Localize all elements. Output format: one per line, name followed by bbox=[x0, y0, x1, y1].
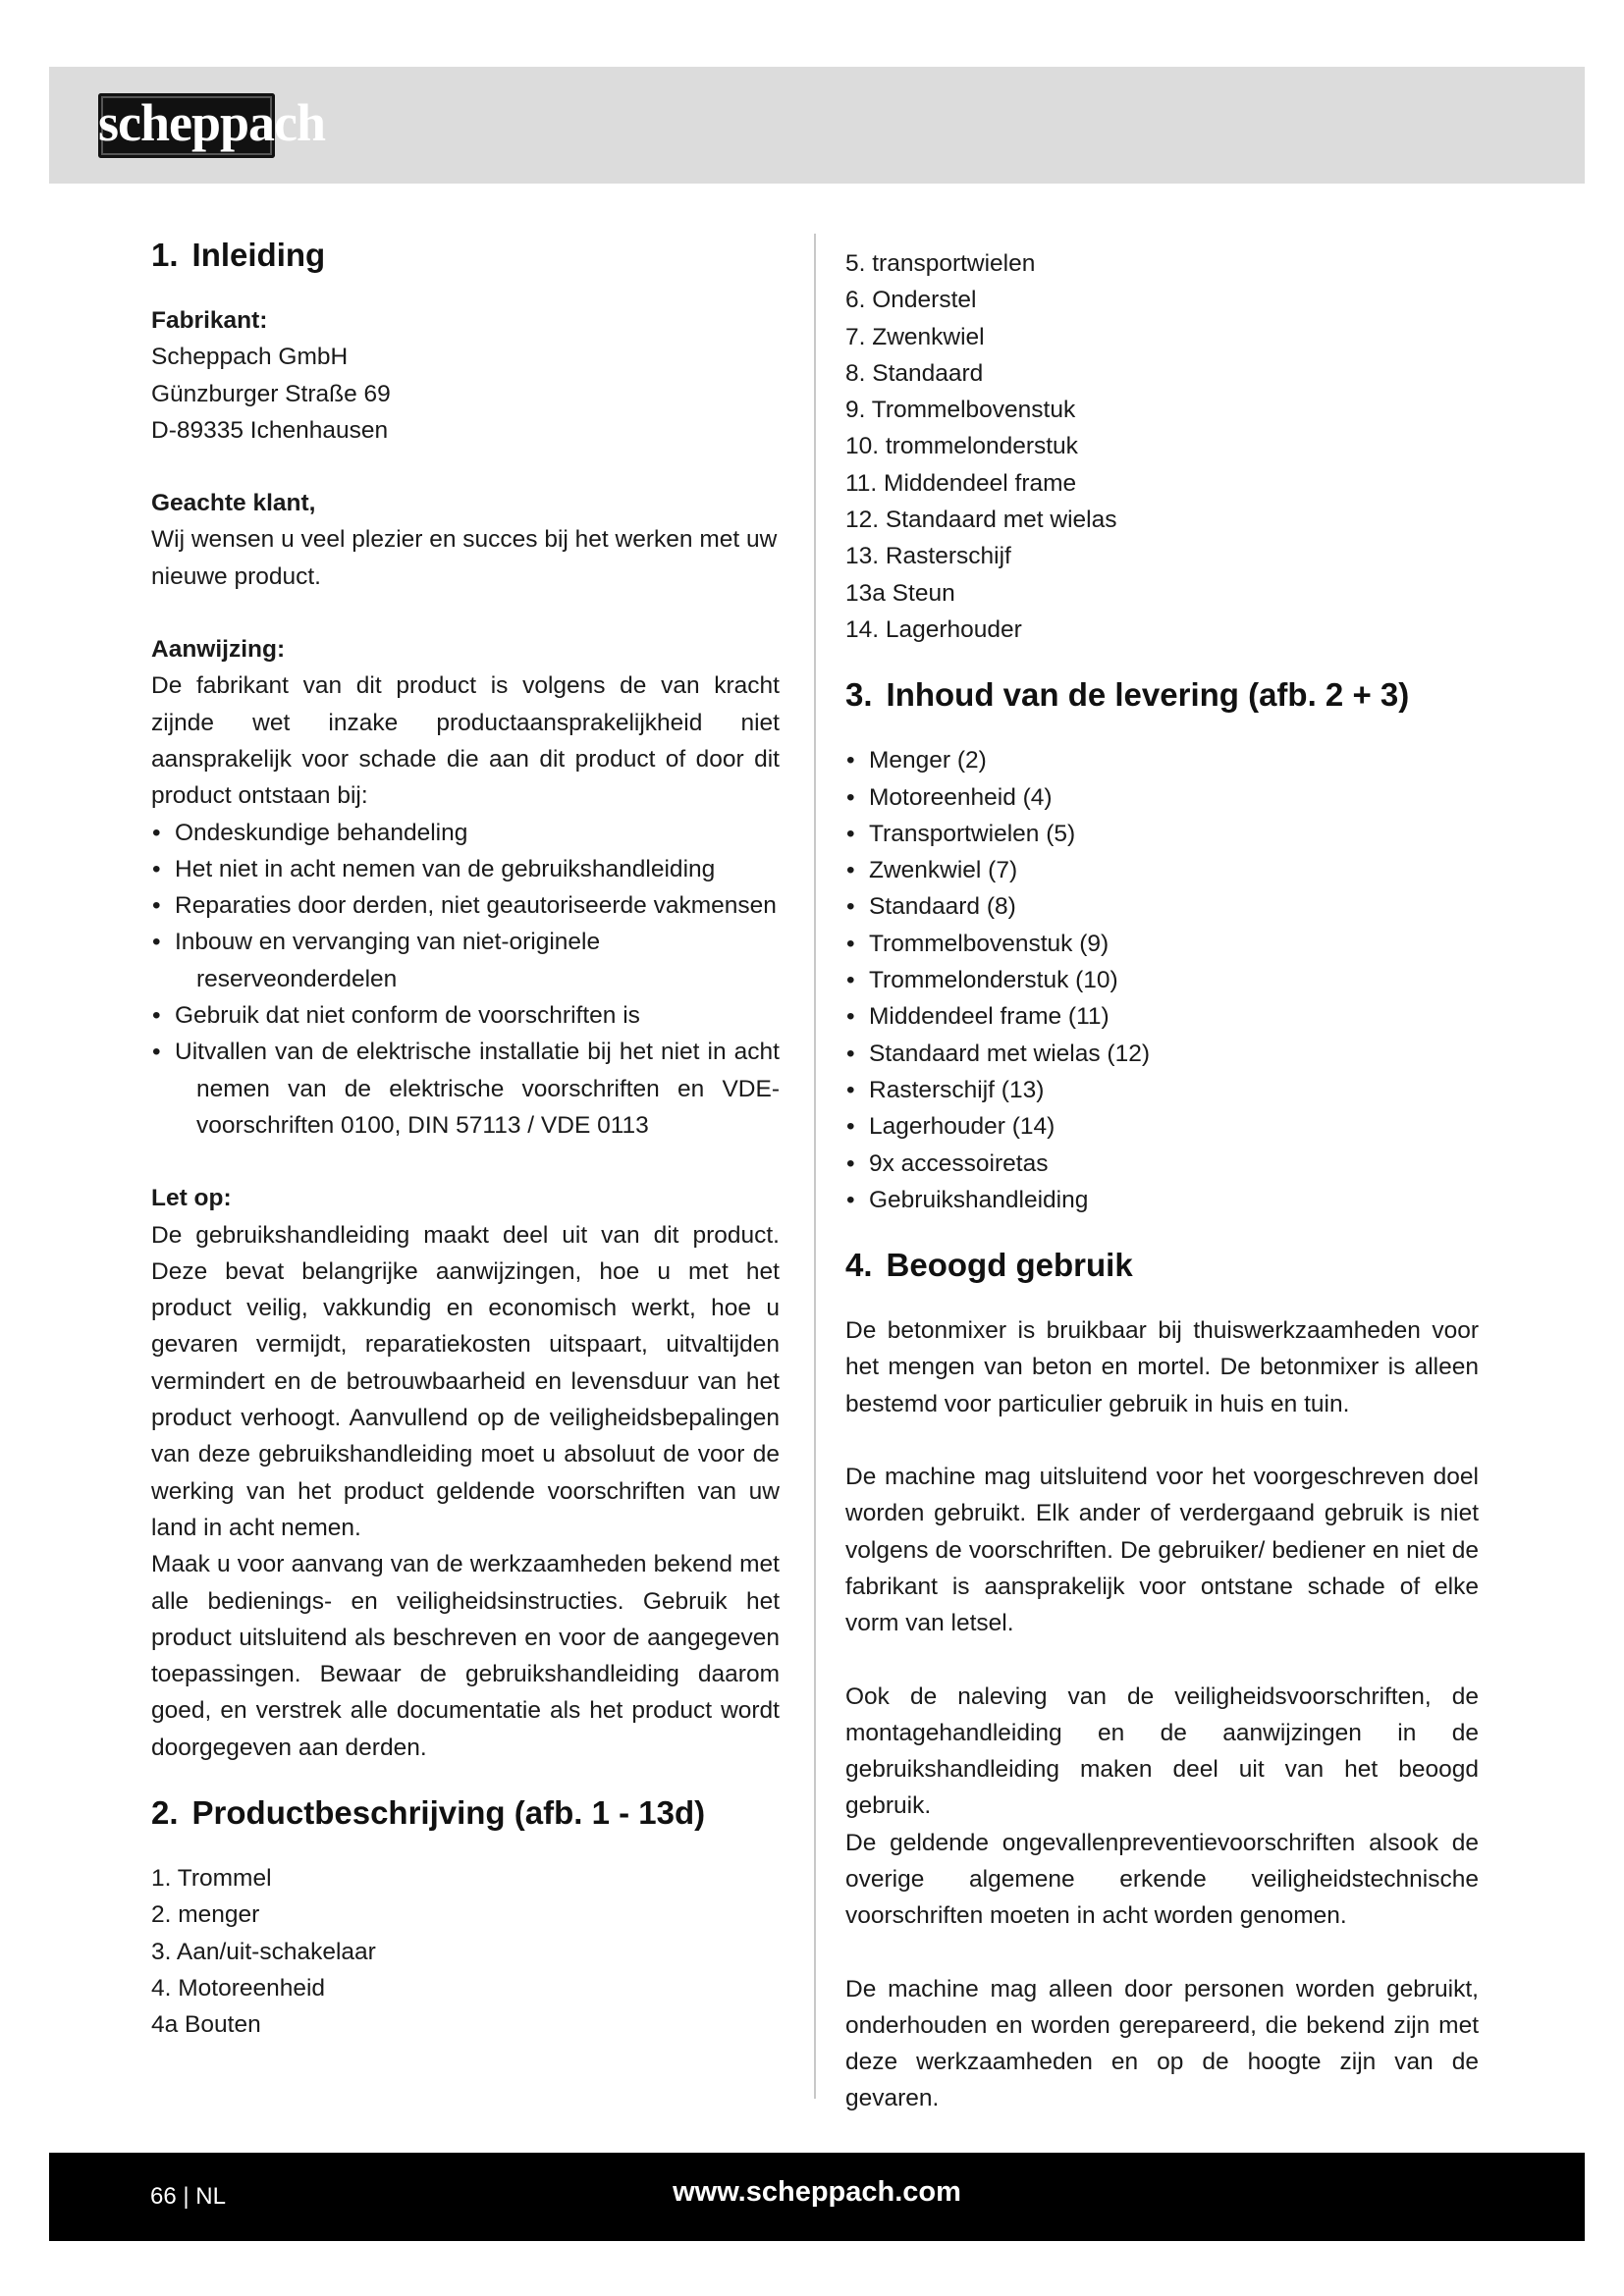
product-parts-list-continued bbox=[845, 245, 1479, 648]
list-item: • 9x accessoiretas bbox=[845, 1146, 1479, 1182]
list-item: • Uitvallen van de elektrische installatie bij het niet in acht nemen van de elektrische voorschriften en VDE-voorschriften 0100, DIN 57113 / VDE 0113 bbox=[151, 1034, 780, 1144]
attention-text: De gebruikshandleiding maakt deel uit van dit product. Deze bevat belangrijke aanwijzingen, hoe u met het product veilig, vakkundig en economisch werkt, hoe u gevaren vermijdt, reparatiekosten uitspaart, uitvaltijden vermindert en de betrouwbaarheid en levensduur van het product verhoogt. Aanvullend op de veiligheidsbepalingen van deze gebruikshandleiding moet u absoluut de voor de werking van het product geldende voorschriften van uw land in acht nemen. bbox=[151, 1221, 780, 1541]
list-item: • Het niet in acht nemen van de gebruikshandleiding bbox=[151, 851, 780, 887]
list-item: • Menger (2) bbox=[845, 742, 1479, 778]
list-item: 2. menger bbox=[151, 1901, 260, 1929]
list-item: • Trommelonderstuk (10) bbox=[845, 962, 1479, 998]
list-item: 13. Rasterschijf bbox=[845, 543, 1011, 570]
list-item: • Reparaties door derden, niet geautoriseerde vakmensen bbox=[151, 887, 780, 924]
attention-label: Let op: bbox=[151, 1185, 232, 1212]
website-url: www.scheppach.com bbox=[673, 2176, 961, 2208]
section-heading-intended-use: 4. Beoogd gebruik bbox=[845, 1247, 1133, 1284]
list-item: 14. Lagerhouder bbox=[845, 615, 1022, 643]
list-item: 8. Standaard bbox=[845, 359, 984, 387]
list-item: 1. Trommel bbox=[151, 1864, 272, 1892]
list-item: 9. Trommelbovenstuk bbox=[845, 397, 1076, 424]
section-heading-description: 2. Productbeschrijving (afb. 1 - 13d) bbox=[151, 1793, 706, 1831]
manufacturer-line: Günzburger Straße 69 bbox=[151, 380, 391, 407]
list-item: 10. trommelonderstuk bbox=[845, 433, 1078, 460]
product-parts-list bbox=[151, 1860, 780, 2043]
list-item: 6. Onderstel bbox=[845, 287, 977, 314]
note-label: Aanwijzing: bbox=[151, 636, 286, 664]
section-heading-delivery: 3. Inhoud van de levering (afb. 2 + 3) bbox=[845, 676, 1410, 714]
list-item: 11. Middendeel frame bbox=[845, 469, 1077, 497]
column-divider bbox=[814, 234, 816, 2099]
list-item: • Trommelbovenstuk (9) bbox=[845, 926, 1479, 962]
list-item: 3. Aan/uit-schakelaar bbox=[151, 1938, 376, 1965]
list-item: • Standaard met wielas (12) bbox=[845, 1036, 1479, 1072]
list-item: • Motoreenheid (4) bbox=[845, 779, 1479, 816]
list-item: 4a Bouten bbox=[151, 2011, 261, 2039]
page-footer bbox=[49, 2153, 1585, 2241]
right-column bbox=[845, 245, 1479, 2117]
list-item: • Ondeskundige behandeling bbox=[151, 815, 780, 851]
list-item: • Gebruikshandleiding bbox=[845, 1182, 1479, 1218]
intended-use-paragraph: De machine mag uitsluitend voor het voorgeschreven doel worden gebruikt. Elk ander of verdergaand gebruik is niet volgens de voorschriften. De gebruiker/ bediener en niet de fabrikant is aansprakelijk voor ontstane schade of elke vorm van letsel. bbox=[845, 1464, 1479, 1637]
page-number: 66 | NL bbox=[150, 2183, 226, 2210]
manufacturer-label: Fabrikant: bbox=[151, 307, 268, 334]
section-heading-intro: 1. Inleiding bbox=[151, 237, 326, 273]
manufacturer-line: Scheppach GmbH bbox=[151, 344, 349, 371]
list-item: 4. Motoreenheid bbox=[151, 1974, 326, 2002]
dear-customer-text: Wij wensen u veel plezier en succes bij het werken met uw nieuwe product. bbox=[151, 526, 778, 590]
intended-use-paragraph: De geldende ongevallenpreventievoorschriften alsook de overige algemene erkende veiligheidstechnische voorschriften moeten in acht worden genomen. bbox=[845, 1829, 1479, 1930]
list-item: • Lagerhouder (14) bbox=[845, 1108, 1479, 1145]
page-header bbox=[49, 67, 1585, 184]
delivery-list bbox=[845, 742, 1479, 1218]
list-item: • Zwenkwiel (7) bbox=[845, 852, 1479, 888]
list-item: 12. Standaard met wielas bbox=[845, 507, 1117, 534]
list-item: • Rasterschijf (13) bbox=[845, 1072, 1479, 1108]
list-item: • Middendeel frame (11) bbox=[845, 998, 1479, 1035]
list-item: • Inbouw en vervanging van niet-originele reserveonderdelen bbox=[151, 924, 780, 997]
attention-text: Maak u voor aanvang van de werkzaamheden bekend met alle bedienings- en veiligheidsinstructies. Gebruik het product uitsluitend als beschreven en voor de aangegeven toepassingen. Bewaar de gebruikshandleiding daarom goed, en verstrek alle documentatie als het product wordt doorgegeven aan derden. bbox=[151, 1551, 780, 1761]
manufacturer-line: D-89335 Ichenhausen bbox=[151, 416, 389, 444]
note-bullet-list bbox=[151, 815, 780, 1145]
note-text: De fabrikant van dit product is volgens de van kracht zijnde wet inzake productaansprakelijkheid niet aansprakelijk voor schade die aan dit product of door dit product ontstaan bij: bbox=[151, 672, 780, 810]
left-column bbox=[151, 226, 780, 2043]
scheppach-logo: scheppach bbox=[98, 93, 275, 158]
intended-use-paragraph: De betonmixer is bruikbaar bij thuiswerkzaamheden voor het mengen van beton en mortel. De betonmixer is alleen bestemd voor particulier gebruik in huis en tuin. bbox=[845, 1317, 1479, 1417]
list-item: 13a Steun bbox=[845, 579, 955, 607]
list-item: • Transportwielen (5) bbox=[845, 816, 1479, 852]
intended-use-paragraph: Ook de naleving van de veiligheidsvoorschriften, de montagehandleiding en de aanwijzingen in de gebruikshandleiding maken deel uit van het beoogd gebruik. bbox=[845, 1682, 1479, 1820]
intended-use-paragraph: De machine mag alleen door personen worden gebruikt, onderhouden en worden gerepareerd, die bekend zijn met deze werkzaamheden en op de hoogte zijn van de gevaren. bbox=[845, 1975, 1479, 2112]
list-item: • Gebruik dat niet conform de voorschriften is bbox=[151, 997, 780, 1034]
list-item: • Standaard (8) bbox=[845, 888, 1479, 925]
list-item: 7. Zwenkwiel bbox=[845, 323, 985, 350]
dear-customer-label: Geachte klant, bbox=[151, 490, 316, 517]
list-item: 5. transportwielen bbox=[845, 250, 1036, 277]
